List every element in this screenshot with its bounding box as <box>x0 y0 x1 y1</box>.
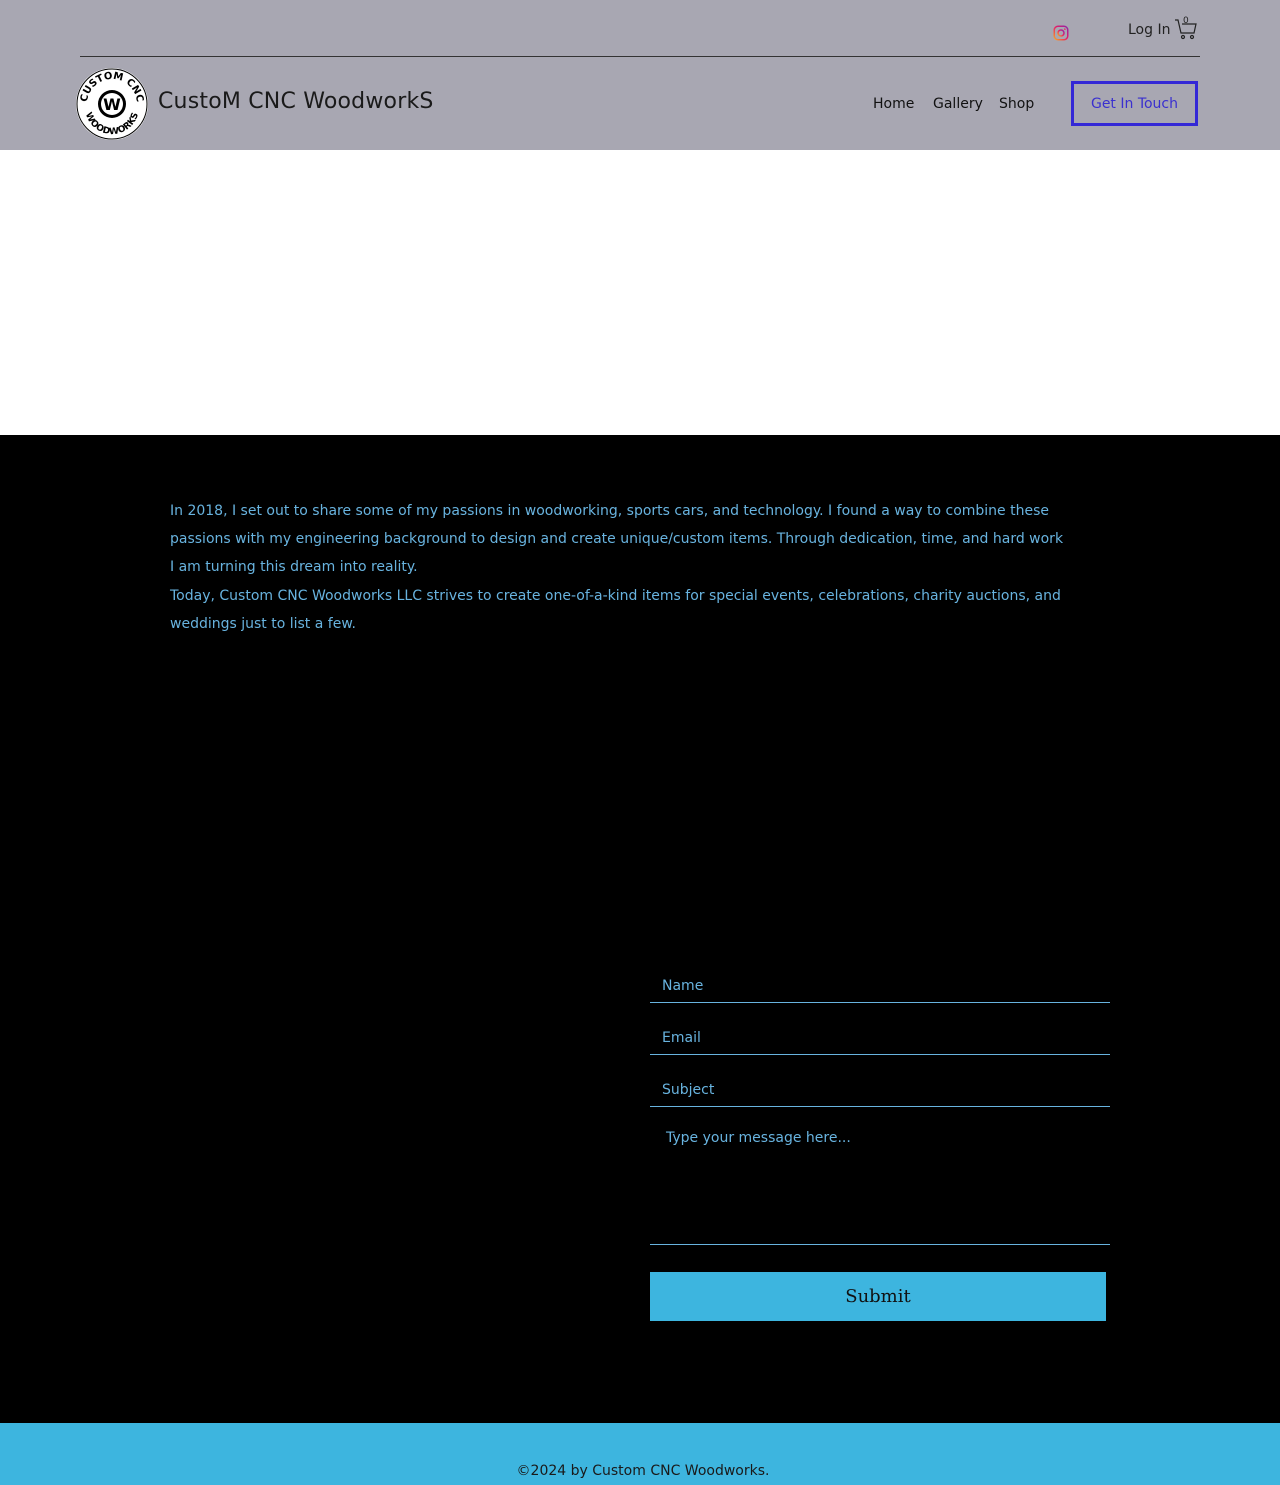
email-input[interactable] <box>650 1012 1110 1054</box>
nav-gallery[interactable]: Gallery <box>933 96 983 112</box>
subject-field-wrapper <box>650 1064 1110 1107</box>
name-field-wrapper <box>650 960 1110 1003</box>
nav-shop[interactable]: Shop <box>999 96 1035 112</box>
contact-form <box>650 960 1110 1307</box>
brand-name[interactable]: CustoM CNC WoodworkS <box>158 89 434 114</box>
instagram-icon[interactable] <box>1052 24 1070 42</box>
submit-button[interactable]: Submit <box>650 1272 1106 1321</box>
message-field-wrapper <box>650 1116 1110 1245</box>
email-field-wrapper <box>650 1012 1110 1055</box>
get-in-touch-button[interactable]: Get In Touch <box>1071 81 1198 126</box>
logo-bottom-text: WOODWORKS <box>82 111 142 138</box>
copyright-text: ©2024 by Custom CNC Woodworks. <box>516 1463 770 1479</box>
about-paragraph-1: In 2018, I set out to share some of my passions in woodworking, sports cars, and technology. I found a way to combine these passions with my engineering background to design and create unique/custom items. Through dedication, time, and hard work I am turning this dream into reality. <box>170 503 1064 575</box>
about-paragraph-2: Today, Custom CNC Woodworks LLC strives to create one-of-a-kind items for special events, celebrations, charity auctions, and weddings just to list a few. <box>170 588 1061 632</box>
subject-input[interactable] <box>650 1064 1110 1106</box>
hero-blank-area <box>0 150 1280 435</box>
message-textarea[interactable] <box>650 1116 1110 1244</box>
nav-home[interactable]: Home <box>873 96 915 112</box>
logo-monogram: W <box>103 95 121 114</box>
logo[interactable] <box>75 67 149 141</box>
cart-count: 0 <box>1183 16 1189 26</box>
site-header <box>0 0 1280 150</box>
logo-top-text: CUSTOM CNC <box>78 70 146 103</box>
name-input[interactable] <box>650 960 1110 1002</box>
header-divider <box>80 56 1200 57</box>
login-link[interactable]: Log In <box>1128 22 1171 38</box>
about-section <box>170 497 1070 638</box>
site-footer <box>0 1423 1280 1485</box>
